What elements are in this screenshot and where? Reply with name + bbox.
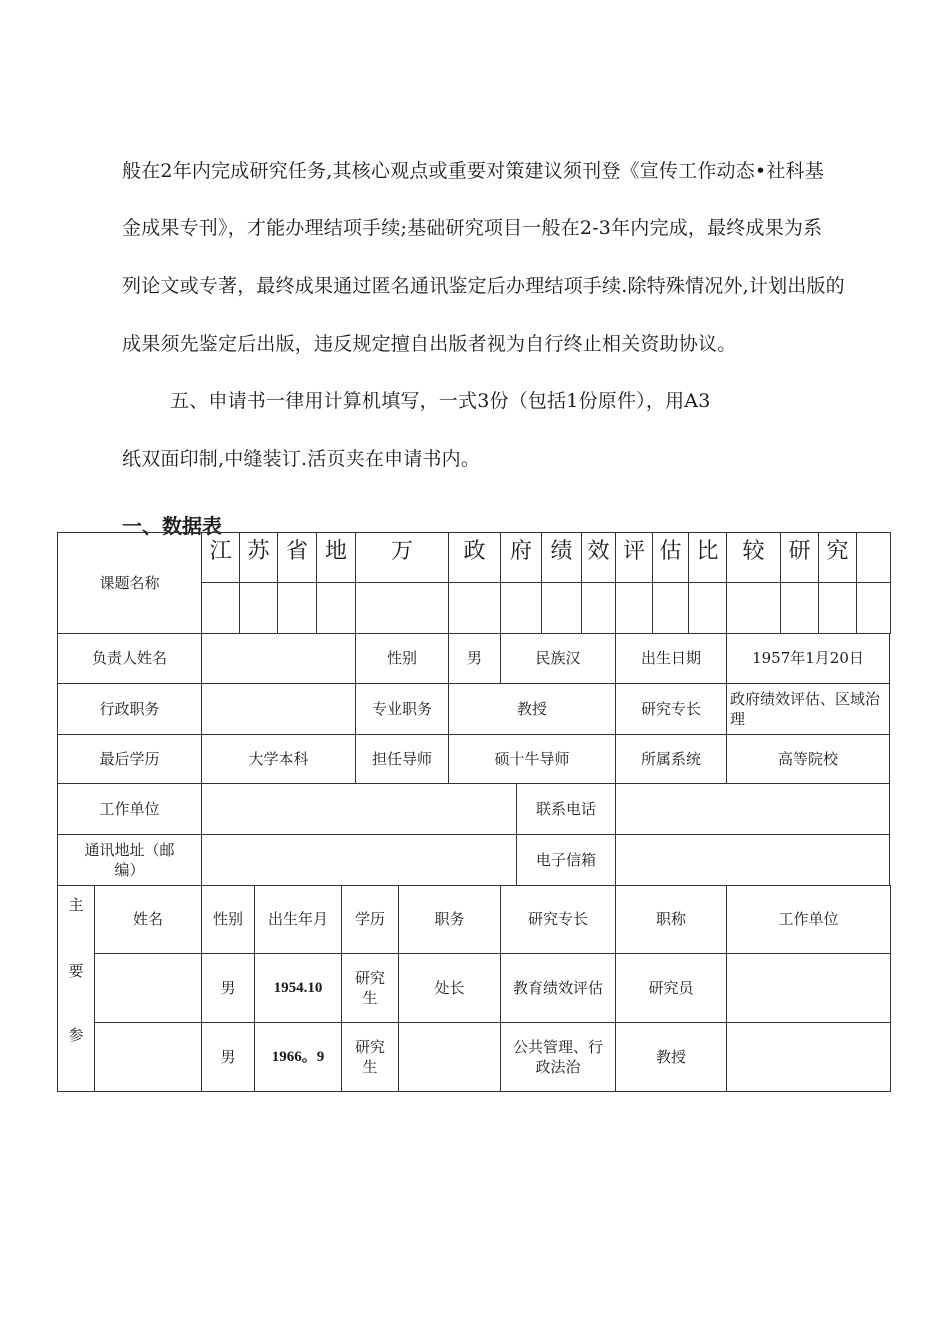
degree-value[interactable]: 大学本科 (201, 734, 356, 784)
research-value[interactable]: 政府绩效评估、区域治理 (726, 683, 890, 735)
members-side-char: 主 (68, 896, 84, 914)
member-title-header: 职称 (615, 885, 727, 954)
prof-post-value[interactable]: 教授 (448, 683, 616, 735)
topic-char-cell[interactable]: 研 (780, 532, 819, 583)
email-value[interactable] (615, 834, 890, 886)
paragraph-line-6: 纸双面印制,中缝装订.活页夹在申请书内。 (122, 448, 481, 470)
section-heading: 一、数据表 (122, 514, 222, 538)
leader-name-value[interactable] (201, 633, 356, 684)
member-degree-cell[interactable]: 研究生 (341, 1022, 399, 1092)
member-birth-header: 出生年月 (254, 885, 342, 954)
topic-char-cell[interactable] (856, 532, 891, 583)
topic-blank-cell[interactable] (541, 582, 582, 634)
member-post-header: 职务 (398, 885, 501, 954)
system-label: 所属系统 (615, 734, 727, 784)
employer-value[interactable] (201, 783, 517, 835)
topic-char-cell[interactable]: 省 (277, 532, 317, 583)
phone-label: 联系电话 (516, 783, 616, 835)
member-employer-cell[interactable] (726, 1022, 891, 1092)
admin-post-label: 行政职务 (57, 683, 202, 735)
employer-label: 工作单位 (57, 783, 202, 835)
member-employer-header: 工作单位 (726, 885, 891, 954)
member-post-cell[interactable] (398, 1022, 501, 1092)
topic-blank-cell[interactable] (818, 582, 857, 634)
ethnicity-value[interactable]: 民族汉 (500, 633, 616, 684)
gender-value[interactable]: 男 (448, 633, 501, 684)
member-birth-cell[interactable]: 1966。9 (254, 1022, 342, 1092)
topic-blank-cell[interactable] (652, 582, 689, 634)
supervisor-value[interactable]: 硕十牛导师 (448, 734, 616, 784)
admin-post-value[interactable] (201, 683, 356, 735)
address-label: 通讯地址（邮编） (57, 834, 202, 886)
member-birth-cell[interactable]: 1954.10 (254, 953, 342, 1023)
paragraph-line-5: 五、申请书一律用计算机填写，一式3份（包括1份原件），用A3 (170, 390, 711, 412)
member-degree-header: 学历 (341, 885, 399, 954)
topic-blank-cell[interactable] (726, 582, 781, 634)
topic-char-cell[interactable]: 评 (615, 532, 653, 583)
member-title-cell[interactable]: 研究员 (615, 953, 727, 1023)
member-gender-header: 性别 (201, 885, 255, 954)
members-side-label (57, 885, 95, 1092)
topic-char-cell[interactable]: 万 (355, 532, 449, 583)
data-table (57, 532, 890, 1092)
topic-blank-cell[interactable] (277, 582, 317, 634)
member-name-cell[interactable] (94, 953, 202, 1023)
member-title-cell[interactable]: 教授 (615, 1022, 727, 1092)
topic-blank-cell[interactable] (856, 582, 891, 634)
topic-blank-cell[interactable] (239, 582, 278, 634)
paragraph-line-4: 成果须先鉴定后出版，违反规定擅自出版者视为自行终止相关资助协议。 (122, 333, 737, 355)
topic-blank-cell[interactable] (448, 582, 501, 634)
topic-char-cell[interactable]: 比 (688, 532, 727, 583)
birth-value[interactable]: 1957年1月20日 (726, 633, 890, 684)
member-degree-cell[interactable]: 研究生 (341, 953, 399, 1023)
birth-label: 出生日期 (615, 633, 727, 684)
member-gender-cell[interactable]: 男 (201, 953, 255, 1023)
address-value[interactable] (201, 834, 517, 886)
member-gender-cell[interactable]: 男 (201, 1022, 255, 1092)
topic-blank-cell[interactable] (615, 582, 653, 634)
members-side-char: 参 (68, 1026, 84, 1044)
member-name-cell[interactable] (94, 1022, 202, 1092)
topic-blank-cell[interactable] (201, 582, 240, 634)
topic-char-cell[interactable]: 效 (581, 532, 616, 583)
member-research-header: 研究专长 (500, 885, 616, 954)
topic-char-cell[interactable]: 苏 (239, 532, 278, 583)
gender-label: 性别 (355, 633, 449, 684)
leader-name-label: 负责人姓名 (57, 633, 202, 684)
topic-label: 课题名称 (57, 532, 202, 634)
supervisor-label: 担任导师 (355, 734, 449, 784)
member-name-header: 姓名 (94, 885, 202, 954)
topic-blank-cell[interactable] (355, 582, 449, 634)
member-research-cell[interactable]: 教育绩效评估 (500, 953, 616, 1023)
paragraph-line-1: 般在2年内完成研究任务,其核心观点或重要对策建议须刊登《宣传工作动态•社科基 (122, 160, 824, 182)
phone-value[interactable] (615, 783, 890, 835)
topic-blank-cell[interactable] (581, 582, 616, 634)
topic-char-cell[interactable]: 府 (500, 532, 542, 583)
member-research-cell[interactable]: 公共管理、行政法治 (500, 1022, 616, 1092)
member-post-cell[interactable]: 处长 (398, 953, 501, 1023)
system-value[interactable]: 高等院校 (726, 734, 890, 784)
paragraph-line-3: 列论文或专著，最终成果通过匿名通讯鉴定后办理结项手续.除特殊情况外,计划出版的 (122, 275, 845, 297)
members-side-char: 要 (68, 962, 84, 980)
email-label: 电子信箱 (516, 834, 616, 886)
topic-blank-cell[interactable] (500, 582, 542, 634)
prof-post-label: 专业职务 (355, 683, 449, 735)
topic-char-cell[interactable]: 究 (818, 532, 857, 583)
topic-blank-cell[interactable] (316, 582, 356, 634)
degree-label: 最后学历 (57, 734, 202, 784)
topic-blank-cell[interactable] (688, 582, 727, 634)
member-employer-cell[interactable] (726, 953, 891, 1023)
topic-char-cell[interactable]: 江 (201, 532, 240, 583)
topic-blank-cell[interactable] (780, 582, 819, 634)
research-label: 研究专长 (615, 683, 727, 735)
topic-char-cell[interactable]: 政 (448, 532, 501, 583)
topic-char-cell[interactable]: 绩 (541, 532, 582, 583)
topic-char-cell[interactable]: 估 (652, 532, 689, 583)
topic-char-cell[interactable]: 地 (316, 532, 356, 583)
topic-char-cell[interactable]: 较 (726, 532, 781, 583)
paragraph-line-2: 金成果专刊》，才能办理结项手续;基础研究项目一般在2-3年内完成，最终成果为系 (122, 217, 823, 239)
